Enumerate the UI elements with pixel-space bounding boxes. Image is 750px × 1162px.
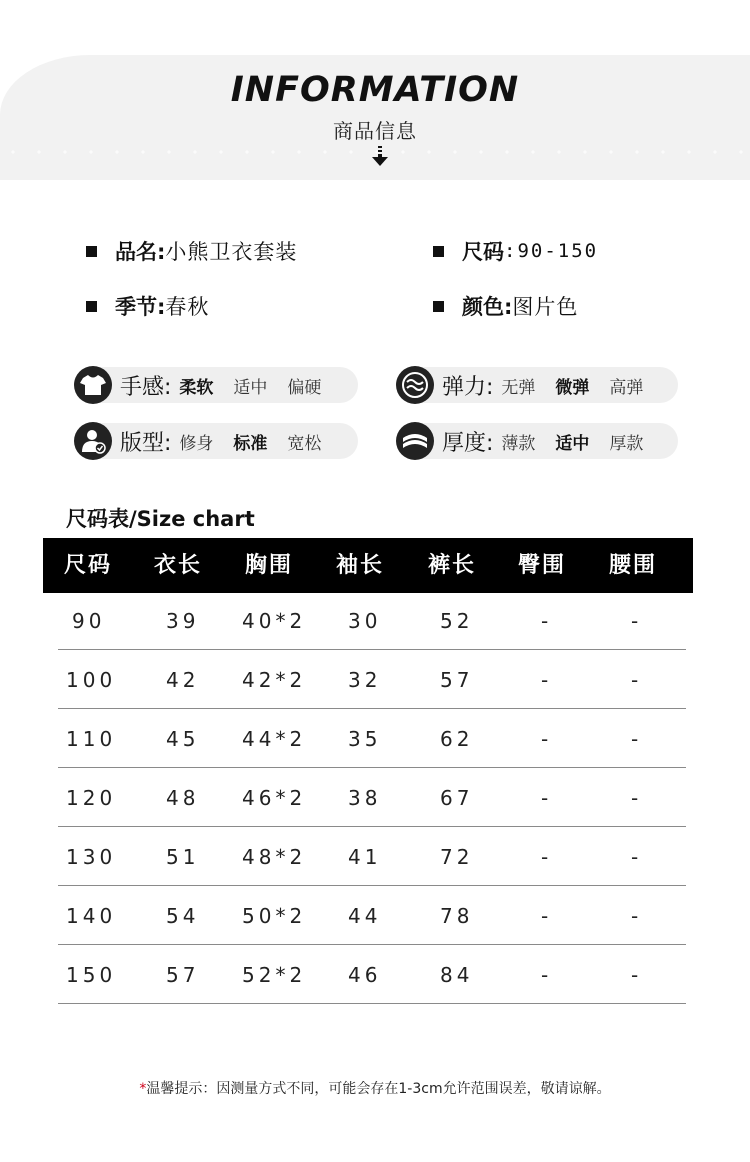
bullet-square-icon [433,301,444,312]
attribute-feel: 手感: 柔软 适中 偏硬 [78,367,358,403]
bullet-square-icon [433,246,444,257]
info-color: 颜色: 图片色 [433,291,578,321]
table-row: 100 42 42*2 32 57 - - [58,650,686,709]
table-row: 110 45 44*2 35 62 - - [58,709,686,768]
fabric-layers-icon [396,422,434,460]
tshirt-icon [74,366,112,404]
column-header: 臀围 [518,553,567,578]
page-subtitle: 商品信息 [333,119,417,143]
table-row: 120 48 46*2 38 67 - - [58,768,686,827]
column-header: 衣长 [154,553,203,578]
double-down-arrow-icon [370,146,390,168]
table-row: 150 57 52*2 46 84 - - [58,945,686,1004]
info-name: 品名: 小熊卫衣套装 [86,236,297,266]
footer-star: * [139,1081,147,1097]
attribute-thickness: 厚度: 薄款 适中 厚款 [400,423,678,459]
table-row: 140 54 50*2 44 78 - - [58,886,686,945]
info-size: 尺码 :90-150 [433,236,598,266]
column-header: 尺码 [64,553,113,578]
table-row: 130 51 48*2 41 72 - - [58,827,686,886]
stretch-icon [396,366,434,404]
footer-note-text: 温馨提示：因测量方式不同，可能会存在1-3cm允许范围误差，敬请谅解。 [146,1081,611,1097]
size-chart-title: 尺码表/Size chart [66,507,255,531]
info-season: 季节: 春秋 [86,291,209,321]
attribute-elastic: 弹力: 无弹 微弹 高弹 [400,367,678,403]
column-header: 胸围 [245,553,294,578]
person-check-icon [74,422,112,460]
column-header: 腰围 [609,553,658,578]
table-row: 90 39 40*2 30 52 - - [58,591,686,650]
footer-note [0,1078,750,1098]
column-header: 裤长 [428,553,477,578]
column-header: 袖长 [336,553,385,578]
bullet-square-icon [86,246,97,257]
attribute-fit: 版型: 修身 标准 宽松 [78,423,358,459]
page-title: INFORMATION [230,70,520,110]
size-table-header [43,538,693,593]
bullet-square-icon [86,301,97,312]
